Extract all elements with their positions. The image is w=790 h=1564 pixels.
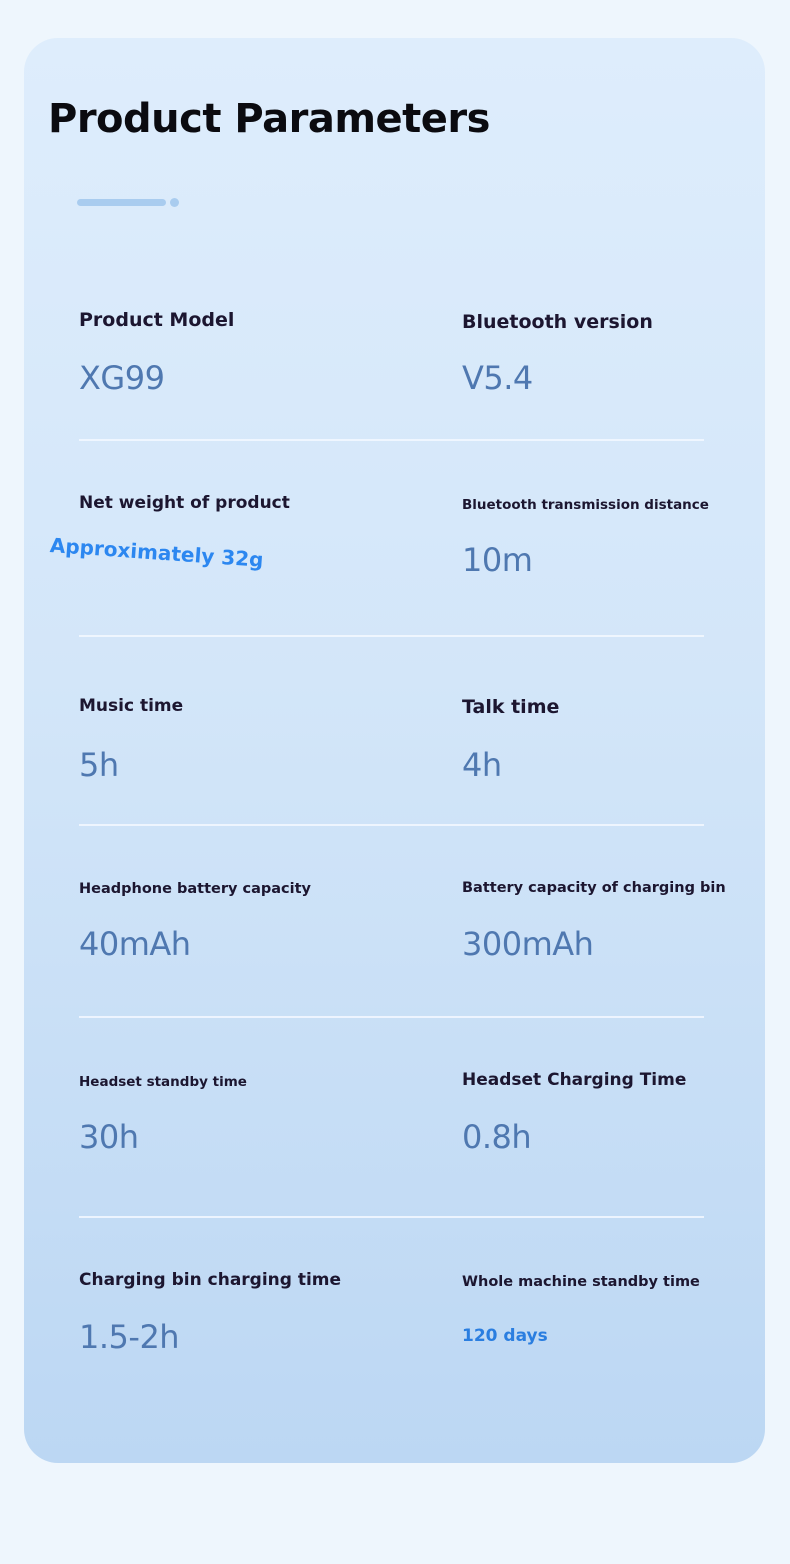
param-label: Net weight of product	[79, 493, 290, 513]
param-value: 300mAh	[462, 925, 594, 963]
row-divider	[79, 635, 704, 637]
row-divider	[79, 1016, 704, 1018]
param-value-highlight: Approximately 32g	[49, 533, 265, 572]
param-label: Battery capacity of charging bin	[462, 880, 726, 896]
param-label: Charging bin charging time	[79, 1270, 342, 1290]
title-accent-bar	[77, 199, 166, 206]
param-value: 40mAh	[79, 925, 191, 963]
param-label: Headset Charging Time	[462, 1070, 687, 1090]
param-label: Product Model	[79, 309, 235, 331]
parameters-card	[24, 38, 765, 1463]
param-label: Bluetooth transmission distance	[462, 497, 709, 513]
param-value: V5.4	[462, 359, 533, 397]
param-value: 1.5-2h	[79, 1318, 180, 1356]
row-divider	[79, 824, 704, 826]
param-label: Music time	[79, 696, 184, 716]
row-divider	[79, 439, 704, 441]
param-value: 10m	[462, 541, 533, 579]
page-title: Product Parameters	[48, 96, 490, 142]
row-divider	[79, 1216, 704, 1218]
param-value: 4h	[462, 746, 502, 784]
param-label: Headphone battery capacity	[79, 881, 312, 897]
param-value: 30h	[79, 1118, 139, 1156]
param-label: Bluetooth version	[462, 311, 653, 333]
param-label: Whole machine standby time	[462, 1274, 700, 1290]
param-label: Talk time	[462, 696, 560, 718]
param-label: Headset standby time	[79, 1074, 247, 1090]
param-value: 5h	[79, 746, 119, 784]
param-value: 0.8h	[462, 1118, 532, 1156]
param-value-highlight: 120 days	[462, 1326, 548, 1346]
title-accent-dot	[170, 198, 179, 207]
param-value: XG99	[79, 359, 165, 397]
